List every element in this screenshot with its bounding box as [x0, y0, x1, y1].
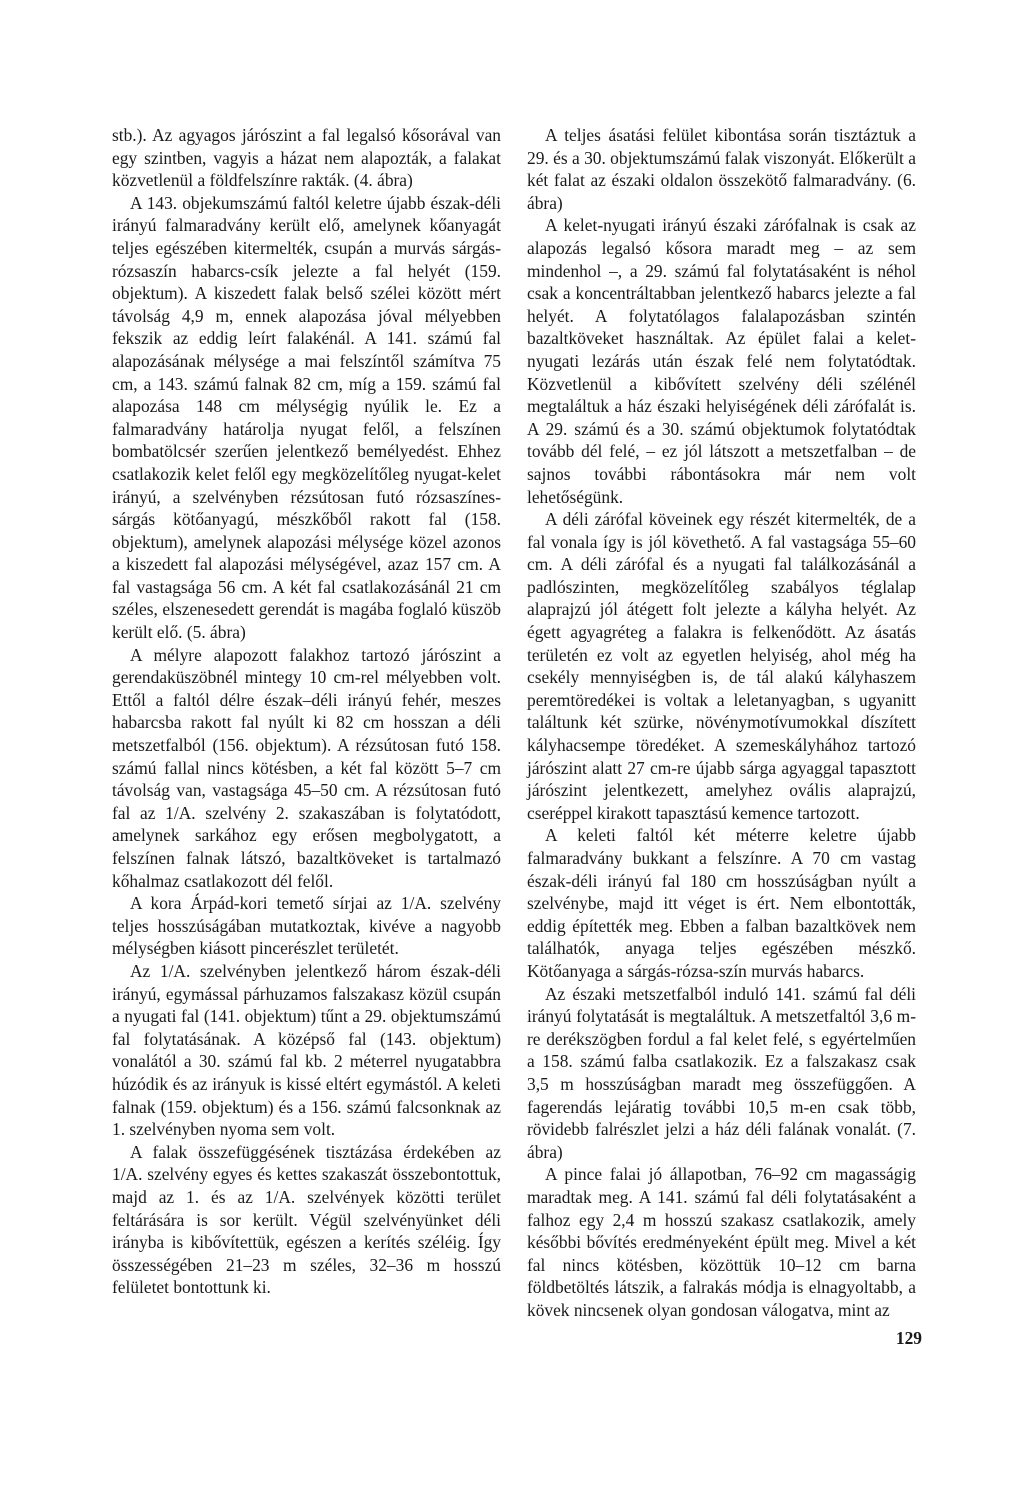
paragraph: Az északi metszetfalból induló 141. számú fal déli irányú folytatását is megtaláltuk. A metszetfaltól 3,6 m-re derékszögben fordul a fal kelet felé, s egyértelműen a 158. számú falba csatlakozik. Ez a falszakasz csak 3,5 m hosszúságban maradt meg összefüggően. A fagerendás lejáratig további 10,5 m-en csak több, rövidebb falrészlet jelzi a ház déli falának vonalát. (7. ábra) — [527, 983, 916, 1162]
right-text-column — [527, 124, 916, 1321]
paragraph: A 143. objekumszámú faltól keletre újabb észak-déli irányú falmaradvány került elő, amelynek kőanyagát teljes egészében kitermelték, csupán a murvás sárgás-rózsaszín habarcs-csík jelezte a fal helyét (159. objektum). A kiszedett falak belső szélei között mért távolság 4,9 m, ennek alapozása jóval mélyebben fekszik az eddig leírt falakénál. A 141. számú fal alapozásának mélysége a mai felszíntől számítva 75 cm, a 143. számú falnak 82 cm, míg a 159. számú fal alapozása 148 cm mélységig nyúlik le. Ez a falmaradvány határolja nyugat felől, a felszínen bombatölcsér szerűen jelentkező bemélyedést. Ehhez csatlakozik kelet felől egy megközelítőleg nyugat-kelet irányú, a szelvényben rézsútosan futó rózsaszínes-sárgás kötőanyagú, mészkőből rakott fal (158. objektum), amelynek alapozási mélysége közel azonos a kiszedett fal alapozási mélységével, azaz 157 cm. A fal vastagsága 56 cm. A két fal csatlakozásánál 21 cm széles, elszenesedett gerendát is magába foglaló küszöb került elő. (5. ábra) — [112, 192, 501, 643]
paragraph: stb.). Az agyagos járószint a fal legalsó kősorával van egy szintben, vagyis a házat nem alapozták, a falakat közvetlenül a földfelszínre rakták. (4. ábra) — [112, 125, 501, 191]
paragraph: A mélyre alapozott falakhoz tartozó járószint a gerendaküszöbnél mintegy 10 cm-rel mélyebben volt. Ettől a faltól délre észak–déli irányú fehér, meszes habarcsba rakott fal nyúlt ki 82 cm hosszan a déli metszetfalból (156. objektum). A rézsútosan futó 158. számú fallal nincs kötésben, a két fal között 5–7 cm távolság van, vastagsága 45–50 cm. A rézsútosan futó fal az 1/A. szelvény 2. szakaszában is folytatódott, amelynek sarkához egy erősen megbolygatott, a felszínen falnak látszó, bazaltköveket is tartalmazó kőhalmaz csatlakozott dél felől. — [112, 644, 501, 891]
paragraph: A kora Árpád-kori temető sírjai az 1/A. szelvény teljes hosszúságában mutatkoztak, kivéve a nagyobb mélységben kiásott pincerészlet területét. — [112, 893, 501, 959]
paragraph: A falak összefüggésének tisztázása érdekében az 1/A. szelvény egyes és kettes szakaszát összebontottuk, majd az 1. és az 1/A. szelvények közötti terület feltárására is sor került. Végül szelvényünket déli irányba is kibővítettük, egészen a kerítés széléig. Így összességében 21–23 m széles, 32–36 m hosszú felületet bontottunk ki. — [112, 1141, 501, 1298]
paragraph: A teljes ásatási felület kibontása során tisztáztuk a 29. és a 30. objektumszámú falak viszonyát. Előkerült a két falat az északi oldalon összekötő falmaradvány. (6. ábra) — [527, 125, 916, 213]
paragraph: A keleti faltól két méterre keletre újabb falmaradvány bukkant a felszínre. A 70 cm vastag észak-déli irányú fal 180 cm hosszúságban nyúlt a szelvénybe, majd itt véget is ért. Nem elbontották, eddig építették meg. Ebben a falban bazaltkövek nem találhatók, anyaga teljes egészében mészkő. Kötőanyaga a sárgás-rózsa-szín murvás habarcs. — [527, 825, 916, 981]
paragraph: A kelet-nyugati irányú északi zárófalnak is csak az alapozás legalsó kősora maradt meg – az sem mindenhol –, a 29. számú fal folytatásaként is néhol csak a koncentráltabban jelentkező habarcs jelezte a fal helyét. A folytatólagos falalapozásban szintén bazaltköveket használtak. Az épület falai a kelet-nyugati lezárás után észak felé nem folytatódtak. Közvetlenül a kibővített szelvény déli szélénél megtaláltuk a ház északi helyiségének déli zárófalát is. A 29. számú és a 30. számú objektumok folytatódtak tovább dél felé, – ez jól látszott a metszetfalban – de sajnos további rábontásokra már nem volt lehetőségünk. — [527, 215, 916, 507]
paragraph: Az 1/A. szelvényben jelentkező három észak-déli irányú, egymással párhuzamos falszakasz közül csupán a nyugati fal (141. objektum) tűnt a 29. objektumszámú fal folytatásának. A középső fal (143. objektum) vonalától a 30. számú fal kb. 2 méterrel nyugatabbra húzódik és az irányuk is kissé eltért egymástól. A keleti falnak (159. objektum) és a 156. számú falcsonknak az 1. szelvényben nyoma sem volt. — [112, 960, 501, 1140]
page-number: 129 — [895, 1328, 922, 1348]
paragraph: A pince falai jó állapotban, 76–92 cm magasságig maradtak meg. A 141. számú fal déli folytatásaként a falhoz egy 2,4 m hosszú szakasz csatlakozik, amely későbbi bővítés eredményeként épült meg. Mivel a két fal nincs kötésben, közöttük 10–12 cm barna földbetöltés látszik, a falrakás módja is elnagyoltabb, a kövek nincsenek olyan gondosan válogatva, mint az — [527, 1164, 916, 1320]
paragraph: A déli zárófal köveinek egy részét kitermelték, de a fal vonala így is jól követhető. A fal vastagsága 55–60 cm. A déli zárófal és a nyugati fal találkozásánál a padlószinten, megközelítőleg szabályos téglalap alaprajzú jól átégett folt jelezte a kályha helyét. Az égett agyagréteg a falakra is felkenődött. Az ásatás területén ez volt az egyetlen helyiség, ahol még ha csekély mennyiségben is, de tál alakú kályhaszem peremtöredékei is voltak a leletanyagban, s ugyanitt találtunk két szürke, növénymotívumokkal díszített kályhacsempe töredéket. A szemeskályhához tartozó járószint alatt 27 cm-re újabb sárga agyaggal tapasztott járószint jelentkezett, amelyhez ovális alaprajzú, cseréppel kirakott tapasztású kemence tartozott. — [527, 509, 916, 823]
left-text-column — [112, 124, 501, 1299]
